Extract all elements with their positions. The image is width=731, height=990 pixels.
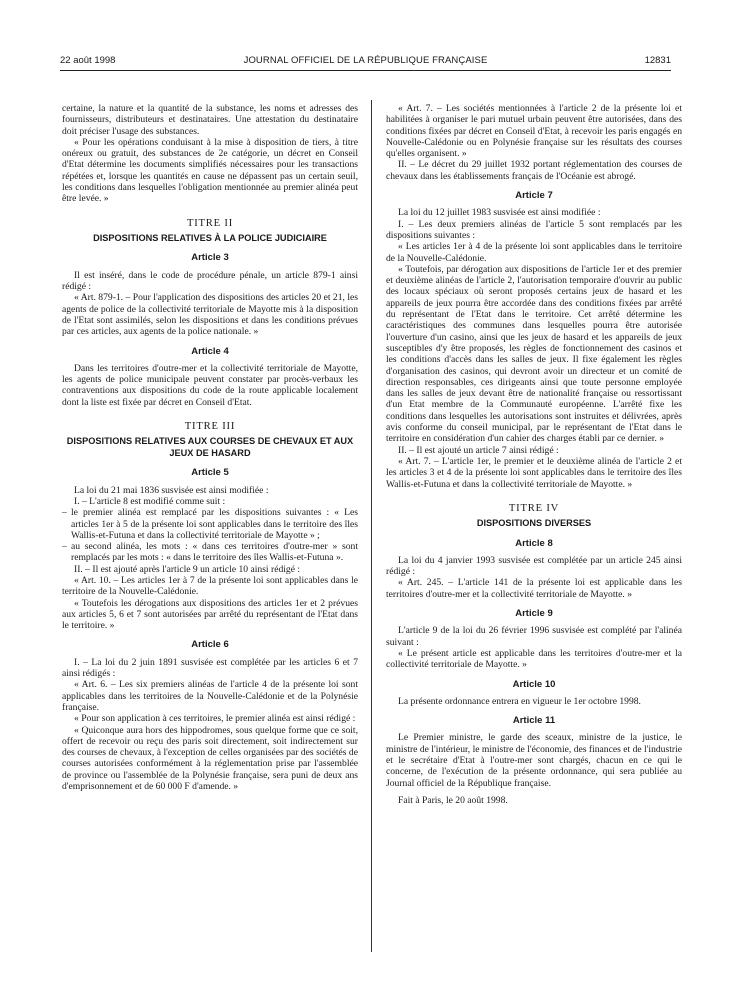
paragraph: La loi du 4 janvier 1993 susvisée est complétée par un article 245 ainsi rédigé : xyxy=(386,554,682,578)
paragraph: I. – L'article 8 est modifié comme suit : xyxy=(74,495,226,507)
titre-subheading: DISPOSITIONS RELATIVES AUX COURSES DE CHEVAUX ET AUX JEUX DE HASARD xyxy=(66,436,354,458)
paragraph: Le Premier ministre, le garde des sceaux, ministre de la justice, le ministre de l'intérieur, le ministre de l'économie, des finances et de l'industrie et le secrétaire d'Etat à l'outre-mer sont chargés, chacun en ce qui le concerne, de l'exécution de la présente ordonnance, qui sera publiée au Journal officiel de la République française. xyxy=(386,732,682,789)
article-heading: Article 11 xyxy=(512,715,556,727)
paragraph: « Toutefois les dérogations aux dispositions des articles 1er et 2 prévues aux articles 5, 6 et 7 sont autorisées par arrêté du représentant de l'Etat dans le territoire. » xyxy=(62,597,358,632)
dash-item-text: au second alinéa, les mots : « dans ces territoires d'outre-mer » sont remplacés par les mots : « dans le territoire des îles Wallis-et-Futuna ». xyxy=(71,541,358,564)
signature-line: Fait à Paris, le 20 août 1998. xyxy=(398,794,508,806)
article-heading: Article 5 xyxy=(191,467,229,479)
titre-heading: TITRE II xyxy=(186,217,234,229)
paragraph: Dans les territoires d'outre-mer et la collectivité territoriale de Mayotte, les agents de police municipale peuvent constater par procès-verbaux les contraventions aux dispositions du code de la route applicable localement dont la liste est fixée par décret en Conseil d'Etat. xyxy=(62,362,358,408)
article-heading: Article 6 xyxy=(191,639,229,651)
titre-subheading: DISPOSITIONS RELATIVES À LA POLICE JUDICIAIRE xyxy=(93,232,327,243)
dash-marker: – xyxy=(62,541,67,553)
paragraph: « Pour les opérations conduisant à la mise à disposition de tiers, à titre onéreux ou gratuit, des substances de 2e catégorie, un décret en Conseil d'Etat détermine les documents simplifiés nécessaires pour les transactions répétées et, lorsque les quantités en cause ne dépassent pas un certain seuil, les conditions dans lesquelles l'obligation mentionnée au premier alinéa peut être levée. » xyxy=(62,136,358,205)
paragraph: La loi du 21 mai 1836 susvisée est ainsi modifiée : xyxy=(74,484,269,496)
paragraph: II. – Il est ajouté après l'article 9 un article 10 ainsi rédigé : xyxy=(74,563,301,575)
paragraph: certaine, la nature et la quantité de la substance, les noms et adresses des fournisseurs, distributeurs et destinataires. Une attestation du destinataire doit préciser l'usage des substances. xyxy=(62,103,358,137)
paragraph: « Art. 879-1. – Pour l'application des dispositions des articles 20 et 21, les agents de police de la collectivité territoriale de Mayotte mis à la disposition de l'Etat sont assimilés, selon les dispositions et dans les conditions prévues par ces articles, aux agents de la police nationale. » xyxy=(62,292,358,338)
titre-heading: TITRE III xyxy=(184,421,236,433)
dash-list-item xyxy=(62,507,358,541)
left-column xyxy=(62,103,358,792)
article-heading: Article 9 xyxy=(515,608,553,620)
paragraph: « Art. 10. – Les articles 1er à 7 de la présente loi sont applicables dans le territoire de la Nouvelle-Calédonie. xyxy=(62,575,358,598)
paragraph: « Art. 245. – L'article 141 de la présente loi est applicable dans les territoires d'outre-mer et la collectivité territoriale de Mayotte. » xyxy=(386,577,682,600)
dash-item-text: le premier alinéa est remplacé par les dispositions suivantes : « Les articles 1er à 5 de la présente loi sont applicables dans le territoire des îles Wallis-et-Futuna et dans la collectivité territoriale de Mayotte » ; xyxy=(71,507,358,541)
paragraph: I. – Les deux premiers alinéas de l'article 5 sont remplacés par les dispositions suivantes : xyxy=(386,218,682,241)
paragraph: « Le présent article est applicable dans les territoires d'outre-mer et la collectivité territoriale de Mayotte. » xyxy=(386,647,682,671)
paragraph: « Les articles 1er à 4 de la présente loi sont applicables dans le territoire de la Nouvelle-Calédonie. xyxy=(386,241,682,264)
paragraph: La loi du 12 juillet 1983 susvisée est ainsi modifiée : xyxy=(398,207,601,219)
article-heading: Article 4 xyxy=(191,345,229,357)
dash-marker: – xyxy=(62,507,67,519)
header-page-number: 12831 xyxy=(644,55,671,66)
right-column xyxy=(386,103,682,806)
paragraph: I. – La loi du 2 juin 1891 susvisée est complétée par les articles 6 et 7 ainsi rédigés : xyxy=(62,656,358,680)
header-date: 22 août 1998 xyxy=(60,55,116,66)
header-journal-title: JOURNAL OFFICIEL DE LA RÉPUBLIQUE FRANÇAISE xyxy=(243,55,488,66)
paragraph: « Pour son application à ces territoires, le premier alinéa est ainsi rédigé : xyxy=(74,713,356,725)
dash-list-item xyxy=(62,541,358,564)
titre-subheading: DISPOSITIONS DIVERSES xyxy=(476,518,592,529)
paragraph: « Art. 6. – Les six premiers alinéas de l'article 4 de la présente loi sont applicables dans les territoires de la Nouvelle-Calédonie et de la Polynésie française. xyxy=(62,679,358,713)
paragraph: « Art. 7. – L'article 1er, le premier et le deuxième alinéa de l'article 2 et les articles 3 et 4 de la présente loi sont applicables dans le territoire des îles Wallis-et-Futuna et dans la collectivité territoriale de Mayotte. » xyxy=(386,455,682,490)
paragraph: L'article 9 de la loi du 26 février 1996 susvisée est complété par l'alinéa suivant : xyxy=(386,625,682,648)
paragraph: II. – Il est ajouté un article 7 ainsi rédigé : xyxy=(398,444,559,456)
paragraph: « Toutefois, par dérogation aux dispositions de l'article 1er et des premier et deuxième alinéas de l'article 2, l'autorisation temporaire d'ouvrir au public des locaux spéciaux où seront proposés certains jeux de hasard et les appareils de jeux pourra être accordée dans des conditions fixées par arrêté du représentant de l'Etat dans le territoire. Cet arrêté détermine les caractéristiques des communes dans lesquelles pourra être autorisée l'ouverture d'un casino, ainsi que les jeux de hasard et les appareils de jeux susceptibles d'y être proposés, les règles de fonctionnement des casinos et les conditions d'accès dans les salles de jeux. Il fixe également les règles d'organisation des casinos, qui devront avoir un directeur et un comité de direction responsables, ces dirigeants ainsi que toute personne employée dans les salles de jeux devant être de nationalité française ou ressortissant d'un Etat membre de la Communauté européenne. L'arrêté fixe les conditions dans lesquelles les autorisations sont instruites et délivrées, après avis conforme du conseil municipal, par le représentant de l'Etat dans le territoire en considération d'un cahier des charges établi par ce dernier. » xyxy=(386,263,682,445)
header-rule xyxy=(60,70,671,71)
page-header xyxy=(60,54,671,68)
paragraph: II. – Le décret du 29 juillet 1932 portant réglementation des courses de chevaux dans les établissements français de l'Océanie est abrogé. xyxy=(386,159,682,182)
paragraph: « Art. 7. – Les sociétés mentionnées à l'article 2 de la présente loi et habilitées à organiser le pari mutuel urbain peuvent être autorisées, dans des conditions fixées par décret en Conseil d'Etat, à recevoir les paris engagés en Nouvelle-Calédonie ou en Polynésie française sur les résultats des courses qu'elles organisent. » xyxy=(386,103,682,160)
paragraph: « Quiconque aura hors des hippodromes, sous quelque forme que ce soit, offert de recevoir ou reçu des paris soit directement, soit indirectement sur des courses de chevaux, à l'exception de celles organisées par des sociétés de courses autorisées conformément à la réglementation prise par l'assemblée de province ou l'assemblée de la Polynésie française, sera puni de deux ans d'emprisonnement et de 60 000 F d'amende. » xyxy=(62,724,358,793)
column-divider xyxy=(371,100,372,952)
article-heading: Article 10 xyxy=(512,678,556,690)
titre-heading: TITRE IV xyxy=(508,502,560,514)
article-heading: Article 8 xyxy=(515,537,553,549)
paragraph: Il est inséré, dans le code de procédure pénale, un article 879-1 ainsi rédigé : xyxy=(62,269,358,293)
paragraph: La présente ordonnance entrera en vigueur le 1er octobre 1998. xyxy=(398,695,641,707)
article-heading: Article 3 xyxy=(191,252,229,264)
article-heading: Article 7 xyxy=(515,190,553,202)
